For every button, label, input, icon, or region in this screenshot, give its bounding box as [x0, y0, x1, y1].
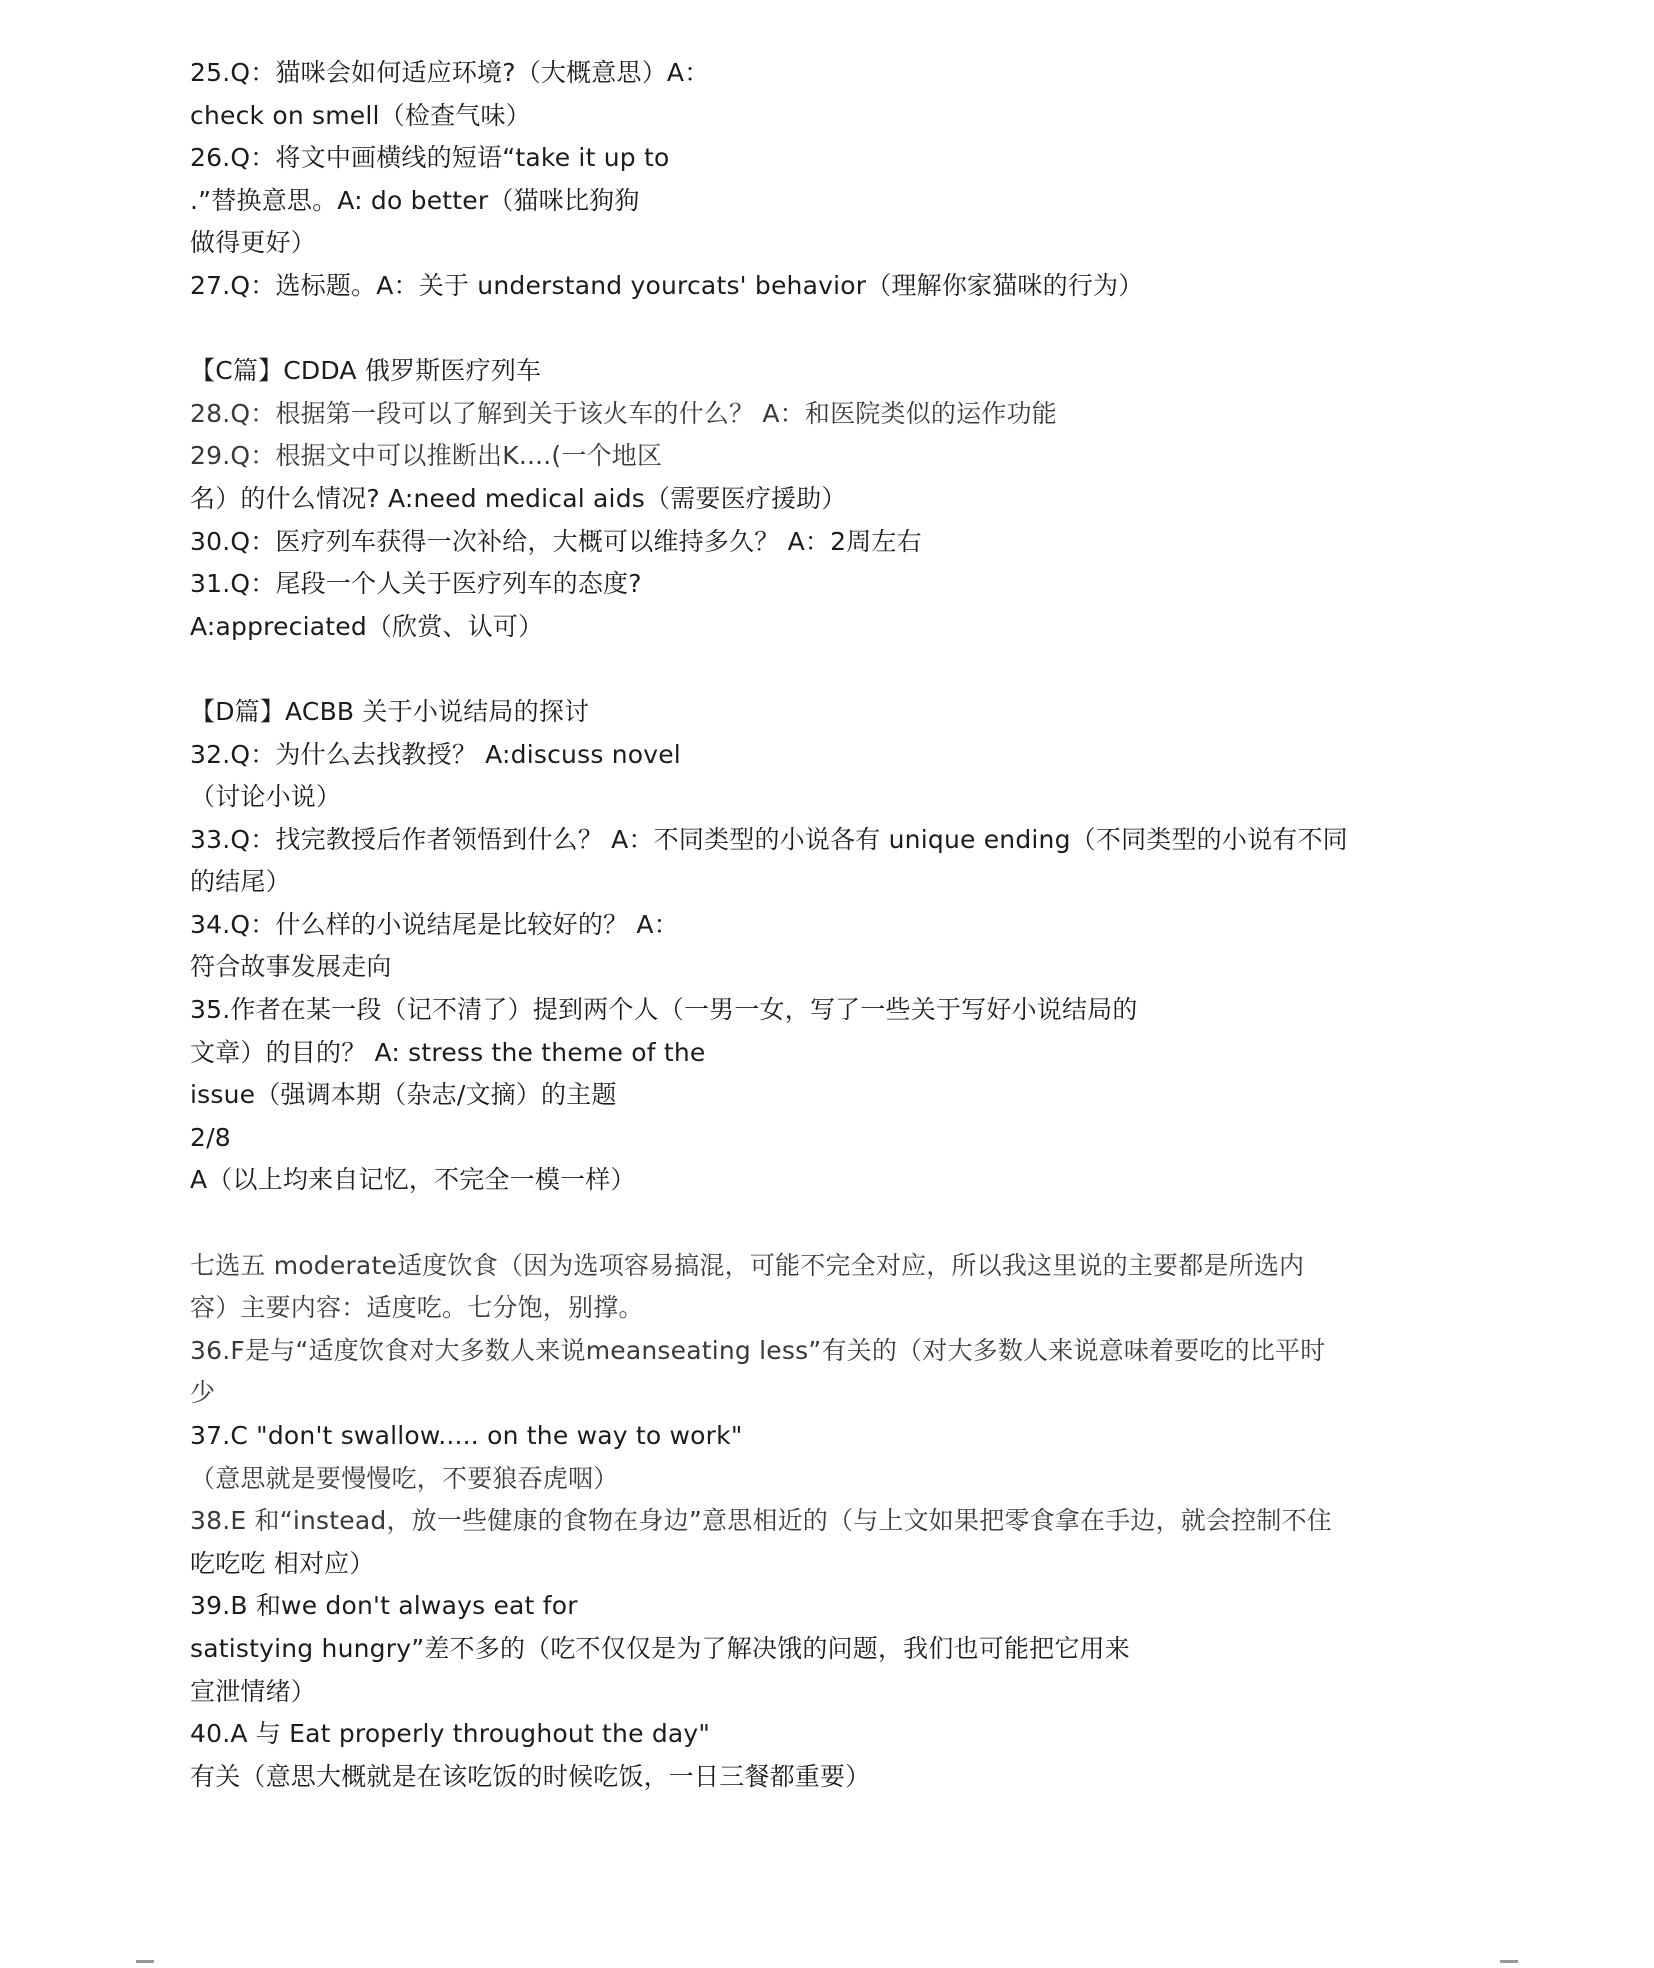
q30-line: 30.Q：医疗列车获得一次补给，大概可以维持多久？ A：2周左右	[190, 526, 922, 556]
section-d-heading: 【D篇】ACBB 关于小说结局的探讨	[190, 696, 590, 726]
memory-note-line: A（以上均来自记忆，不完全一模一样）	[190, 1165, 636, 1195]
q37-line: 37.C "don't swallow..... on the way to work"	[190, 1421, 743, 1450]
seven-choose-five-summary: 容）主要内容：适度吃。七分饱，别撑。	[190, 1293, 644, 1323]
q38-cont-line: 吃吃吃 相对应）	[190, 1548, 375, 1578]
q29-answer-line: 名）的什么情况? A:need medical aids（需要医疗援助）	[190, 483, 847, 513]
q27-line: 27.Q：选标题。A：关于 understand yourcats' behavior（理解你家猫咪的行为）	[190, 270, 1144, 300]
q26-answer-cont-line: 做得更好）	[190, 228, 317, 258]
blank-line	[190, 1202, 1490, 1245]
q31-line: 31.Q：尾段一个人关于医疗列车的态度?	[190, 569, 642, 599]
q32-answer-line: （讨论小说）	[190, 782, 342, 812]
answer-notes	[190, 52, 1490, 1798]
q25-line: 25.Q：猫咪会如何适应环境?（大概意思）A：	[190, 58, 710, 87]
q34-answer-line: 符合故事发展走向	[190, 952, 392, 982]
q37-explain-line: （意思就是要慢慢吃，不要狼吞虎咽）	[190, 1463, 619, 1493]
section-c-heading: 【C篇】CDDA 俄罗斯医疗列车	[190, 356, 542, 386]
q40-line: 40.A 与 Eat properly throughout the day"	[190, 1719, 711, 1749]
q33-line: 33.Q：找完教授后作者领悟到什么？ A：不同类型的小说各有 unique ending（不同类型的小说有不同	[190, 824, 1348, 854]
q28-line: 28.Q：根据第一段可以了解到关于该火车的什么？ A：和医院类似的运作功能	[190, 398, 1057, 428]
blank-line	[190, 648, 1490, 691]
page-corner-mark-right	[1500, 1960, 1518, 1963]
q35-answer-line: 文章）的目的？ A: stress the theme of the	[190, 1037, 706, 1067]
q35-line: 35.作者在某一段（记不清了）提到两个人（一男一女，写了一些关于写好小说结局的	[190, 995, 1138, 1025]
q29-line: 29.Q：根据文中可以推断出K....(一个地区	[190, 441, 663, 471]
q35-answer-cont-line: issue（强调本期（杂志/文摘）的主题	[190, 1080, 617, 1110]
q39-cont2-line: 宣泄情绪）	[190, 1676, 317, 1706]
q26-answer-line: .”替换意思。A: do better（猫咪比狗狗	[190, 185, 640, 215]
q26-line: 26.Q：将文中画横线的短语“take it up to	[190, 143, 670, 173]
q36-line: 36.F是与“适度饮食对大多数人来说meanseating less”有关的（对大多数人来说意味着要吃的比平时	[190, 1335, 1326, 1365]
q32-line: 32.Q：为什么去找教授？ A:discuss novel	[190, 739, 681, 769]
q38-line: 38.E 和“instead，放一些健康的食物在身边”意思相近的（与上文如果把零食拿在手边，就会控制不住	[190, 1506, 1332, 1536]
q39-line: 39.B 和we don't always eat for	[190, 1591, 578, 1621]
q25-answer-line: check on smell（检查气味）	[190, 100, 531, 130]
page-corner-mark-left	[136, 1960, 154, 1963]
seven-choose-five-heading: 七选五 moderate适度饮食（因为选项容易搞混，可能不完全对应，所以我这里说的主要都是所选内	[190, 1250, 1305, 1280]
q36-cont-line: 少	[190, 1378, 216, 1408]
score-line: 2/8	[190, 1122, 231, 1152]
blank-line	[190, 308, 1490, 351]
q40-explain-line: 有关（意思大概就是在该吃饭的时候吃饭，一日三餐都重要）	[190, 1761, 871, 1791]
q34-line: 34.Q：什么样的小说结尾是比较好的？ A：	[190, 909, 679, 939]
q39-cont-line: satistying hungry”差不多的（吃不仅仅是为了解决饿的问题，我们也可能把它用来	[190, 1633, 1130, 1663]
q31-answer-line: A:appreciated（欣赏、认可）	[190, 611, 544, 641]
q33-answer-cont-line: 的结尾）	[190, 867, 291, 897]
